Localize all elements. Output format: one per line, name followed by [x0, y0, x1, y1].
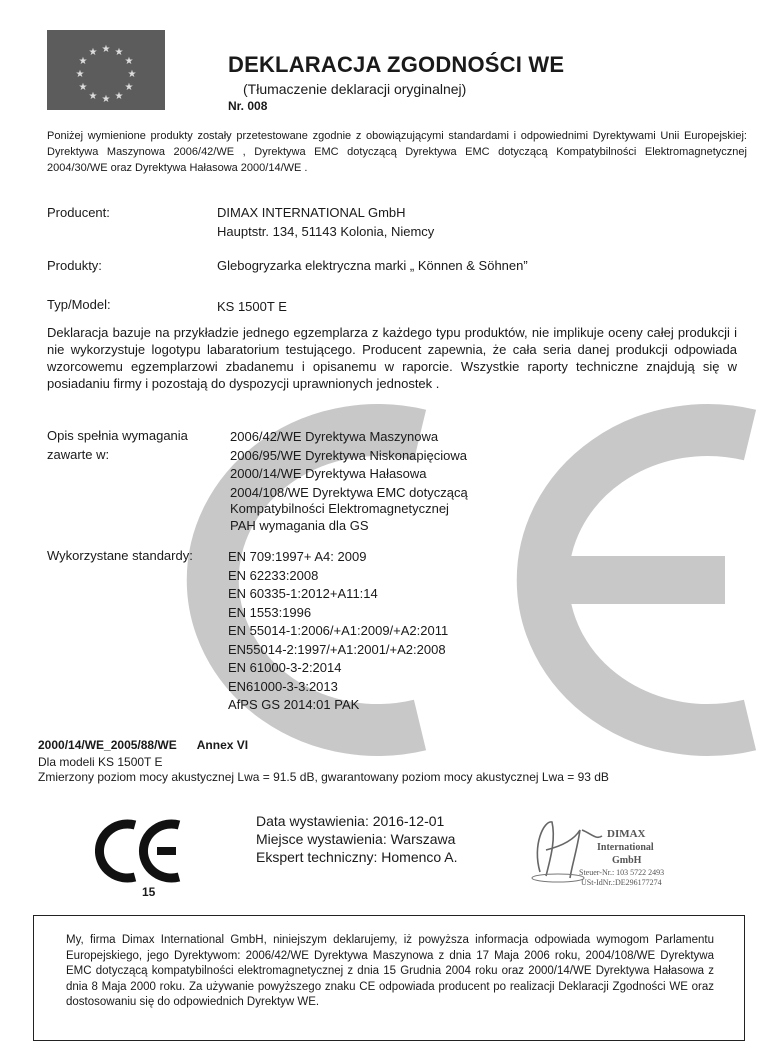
svg-text:★: ★ [88, 91, 98, 102]
standard-item: EN 1553:1996 [228, 604, 312, 620]
issue-date: Data wystawienia: 2016-12-01 [256, 813, 445, 829]
standard-item: EN 62233:2008 [228, 567, 319, 583]
requirement-item: 2006/95/WE Dyrektywa Niskonapięciowa [230, 447, 467, 463]
svg-text:★: ★ [101, 44, 111, 55]
svg-text:★: ★ [124, 56, 134, 67]
producer-name: DIMAX INTERNATIONAL GmbH [217, 205, 406, 220]
svg-text:★: ★ [124, 82, 134, 93]
svg-text:★: ★ [114, 91, 124, 102]
requirements-list [230, 428, 468, 535]
stamp-tax-number: Steuer-Nr.: 103 5722 2493 [579, 868, 665, 877]
annex-directives: 2000/14/WE_2005/88/WE [38, 738, 177, 752]
products-value: Glebogryzarka elektryczna marki „ Können & Söhnen” [217, 258, 528, 273]
page-subtitle: (Tłumaczenie deklaracji oryginalnej) [243, 81, 467, 97]
products-label: Produkty: [47, 258, 102, 273]
svg-text:★: ★ [78, 56, 88, 67]
standard-item: AfPS GS 2014:01 PAK [228, 697, 360, 712]
requirements-label-line1: Opis spełnia wymagania [47, 428, 188, 443]
model-label: Typ/Model: [47, 297, 111, 312]
noise-level-line: Zmierzony poziom mocy akustycznej Lwa = 91.5 dB, gwarantowany poziom mocy akustycznej Lwa = 93 dB [38, 770, 609, 784]
requirements-label-line2: zawarte w: [47, 447, 110, 462]
declaration-paragraph: Deklaracja bazuje na przykładzie jednego egzemplarza z każdego typu produktów, nie implikuje oceny całej produkcji i nie wykorzystuje logotypu labaratorium testującego. Producent zapewnia, że cała seria danej produkcji odpowiada wzorcowemu egzemplarzowi zbadanemu i opisanemu w raporcie. Wszystkie raporty techniczne znajdują się w posiadaniu firmy i pozostają do dyspozycji uprawnionych jednostek . [47, 325, 737, 391]
standard-item: EN 55014-1:2006/+A1:2009/+A2:2011 [228, 623, 449, 638]
issue-info [256, 812, 458, 866]
ce-mark-icon [95, 818, 185, 884]
standard-item: EN 60335-1:2012+A11:14 [228, 586, 378, 601]
stamp-line3: GmbH [612, 855, 642, 866]
stamp-company: DIMAX [607, 828, 646, 840]
model-value: KS 1500T E [217, 299, 287, 314]
requirement-item: 2000/14/WE Dyrektywa Hałasowa [230, 466, 427, 481]
requirement-item: Kompatybilności Elektromagnetycznej [230, 500, 449, 516]
svg-text:★: ★ [75, 69, 85, 80]
standards-list [228, 548, 448, 715]
svg-text:★: ★ [88, 47, 98, 58]
standard-item: EN61000-3-3:2013 [228, 678, 338, 694]
issue-expert: Ekspert techniczny: Homenco A. [256, 849, 458, 865]
svg-text:★: ★ [101, 94, 111, 105]
annex-label: Annex VI [196, 738, 249, 752]
intro-paragraph: Poniżej wymienione produkty zostały przetestowane zgodnie z obowiązującymi standardami i odpowiednimi Dyrektywami Unii Europejskiej: Dyrektywa Maszynowa 2006/42/WE , Dyrektywa EMC dotyczącą Dyrektywa EMC dotyczącą Kompatybilności Elektromagnetycznej 2004/30/WE oraz Dyrektywa Hałasowa 2000/14/WE . [47, 130, 747, 174]
requirement-item: PAH wymagania dla GS [230, 517, 369, 533]
standard-item: EN 61000-3-2:2014 [228, 660, 342, 675]
annex-line [38, 738, 248, 752]
producer-label: Producent: [47, 205, 110, 220]
standards-label: Wykorzystane standardy: [47, 548, 193, 563]
svg-text:★: ★ [78, 82, 88, 93]
svg-text:★: ★ [127, 69, 137, 80]
standard-item: EN 709:1997+ A4: 2009 [228, 549, 367, 564]
stamp-vat-number: USt-IdNr.:DE296177274 [581, 878, 662, 887]
eu-stars-icon [47, 30, 165, 110]
producer-address: Hauptstr. 134, 51143 Kolonia, Niemcy [217, 224, 435, 239]
document-number: Nr. 008 [228, 99, 268, 113]
svg-text:★: ★ [114, 47, 124, 58]
issue-place: Miejsce wystawienia: Warszawa [256, 831, 456, 847]
annex-model-line: Dla modeli KS 1500T E [38, 755, 163, 769]
notified-body-number: 15 [142, 885, 156, 899]
requirement-item: 2004/108/WE Dyrektywa EMC dotyczącą [230, 484, 468, 500]
standard-item: EN55014-2:1997/+A1:2001/+A2:2008 [228, 641, 446, 657]
page-title: DEKLARACJA ZGODNOŚCI WE [228, 52, 565, 77]
eu-flag-logo [47, 30, 165, 110]
requirement-item: 2006/42/WE Dyrektywa Maszynowa [230, 429, 439, 444]
stamp-line2: International [597, 842, 654, 853]
bottom-declaration-text: My, firma Dimax International GmbH, niniejszym deklarujemy, iż powyższa informacja odpowiada wymogom Parlamentu Europejskiego, jego Dyrektywom: 2006/42/WE Dyrektywa Maszynowa z dnia 17 Maja 2006 roku, 2004/108/WE Dyrektywa EMC dotyczącą kompatybilności elektromagnetycznej z dnia 15 Grudnia 2004 roku oraz 2000/14/WE Dyrektywa Hałasowa z dnia 8 Maja 2000 roku. Za używanie powyższego znaku CE odpowiada producent po realizacji Deklaracji Zgodności WE oraz dostosowaniu się do odpowiednich Dyrektyw WE. [66, 934, 714, 1008]
